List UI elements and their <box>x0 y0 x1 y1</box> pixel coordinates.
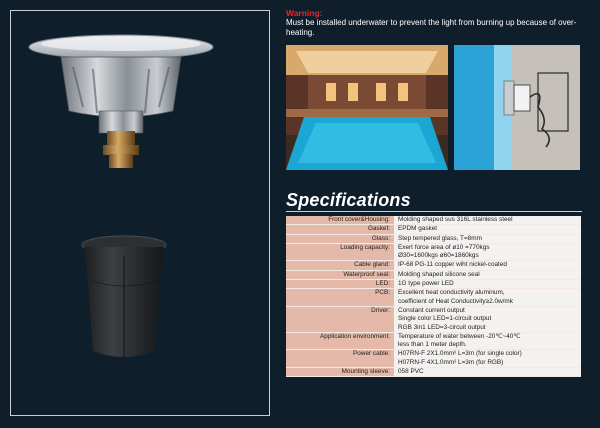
product-illustration <box>11 11 269 415</box>
spec-label: Gasket: <box>286 225 394 234</box>
spec-value-line: Step tempered glass, T=8mm <box>398 234 482 242</box>
wall-mount-diagram <box>454 45 580 170</box>
spec-value <box>394 280 581 289</box>
spec-label: LED: <box>286 280 394 289</box>
spec-label: Mounting sleeve: <box>286 368 394 377</box>
spec-label: PCB: <box>286 289 394 307</box>
installation-diagram <box>454 45 580 170</box>
spec-label: Glass: <box>286 234 394 243</box>
specifications-heading: Specifications <box>286 190 411 210</box>
mounting-sleeve <box>82 236 166 358</box>
spec-value <box>394 234 581 243</box>
spec-value <box>394 216 581 225</box>
spec-value <box>394 368 581 377</box>
spec-value <box>394 243 581 261</box>
indoor-pool-image <box>286 45 448 170</box>
spec-value-line: 1G type power LED <box>398 280 454 288</box>
spec-row <box>286 225 581 234</box>
spec-row <box>286 261 581 270</box>
spec-value-line: EPDM gasket <box>398 225 438 233</box>
spec-value-line: H07RN-F 4X1.0mm² L=3m (for RGB) <box>398 358 504 366</box>
spec-row <box>286 280 581 289</box>
spec-value-line: Ø30=1600kgs ø60=1860kgs <box>398 252 479 260</box>
pool-photo <box>286 45 448 170</box>
spec-value <box>394 270 581 279</box>
spec-value <box>394 261 581 270</box>
spec-row <box>286 216 581 225</box>
product-photo-panel <box>10 10 270 416</box>
spec-value-line: Molding shaped silicone seal <box>398 270 480 278</box>
warning-text: Must be installed underwater to prevent the light from burning up because of over-heating. <box>286 18 577 37</box>
lamp-fixture <box>29 35 213 168</box>
spec-row <box>286 306 581 332</box>
spec-value-line: Temperature of water between -20℃~40℃ <box>398 332 521 340</box>
specifications-table <box>286 216 581 377</box>
spec-label: Driver: <box>286 306 394 332</box>
spec-value-line: Molding shaped sus 316L stainless steel <box>398 216 513 223</box>
spec-value-line: less than 1 meter depth. <box>398 341 467 349</box>
spec-value-line: Constant current output <box>398 306 465 314</box>
spec-row <box>286 368 581 377</box>
spec-row <box>286 289 581 307</box>
spec-value-line: Excellent heat conductivity aluminum, <box>398 289 505 297</box>
divider <box>286 211 582 212</box>
spec-label: Power cable: <box>286 350 394 368</box>
spec-row <box>286 234 581 243</box>
spec-row <box>286 243 581 261</box>
spec-row <box>286 270 581 279</box>
spec-value <box>394 306 581 332</box>
spec-row <box>286 332 581 350</box>
spec-value <box>394 289 581 307</box>
spec-value-line: IP-68 PG-11 copper wiht nickel-coated <box>398 261 507 269</box>
spec-value-line: RGB 3in1 LED=3-circuit output <box>398 323 486 331</box>
spec-label: Application environment: <box>286 332 394 350</box>
spec-value <box>394 332 581 350</box>
spec-value <box>394 350 581 368</box>
spec-label: Loading capacity: <box>286 243 394 261</box>
warning-title: Warning: <box>286 8 323 18</box>
spec-label: Waterproof seal: <box>286 270 394 279</box>
spec-label: Cable gland: <box>286 261 394 270</box>
spec-row <box>286 350 581 368</box>
spec-value-line: Exert force area of ø10 =770kgs <box>398 243 490 251</box>
warning-block <box>286 8 592 38</box>
spec-label: Front cover&Housing: <box>286 216 394 225</box>
spec-value <box>394 225 581 234</box>
spec-value-line: H07RN-F 2X1.0mm² L=3m (for single color) <box>398 350 522 358</box>
spec-value-line: 058 PVC <box>398 368 424 376</box>
spec-value-line: coefficient of Heat Conductivity≥2.0w/mk <box>398 297 513 305</box>
spec-value-line: Single color LED=1-circuit output <box>398 315 492 323</box>
